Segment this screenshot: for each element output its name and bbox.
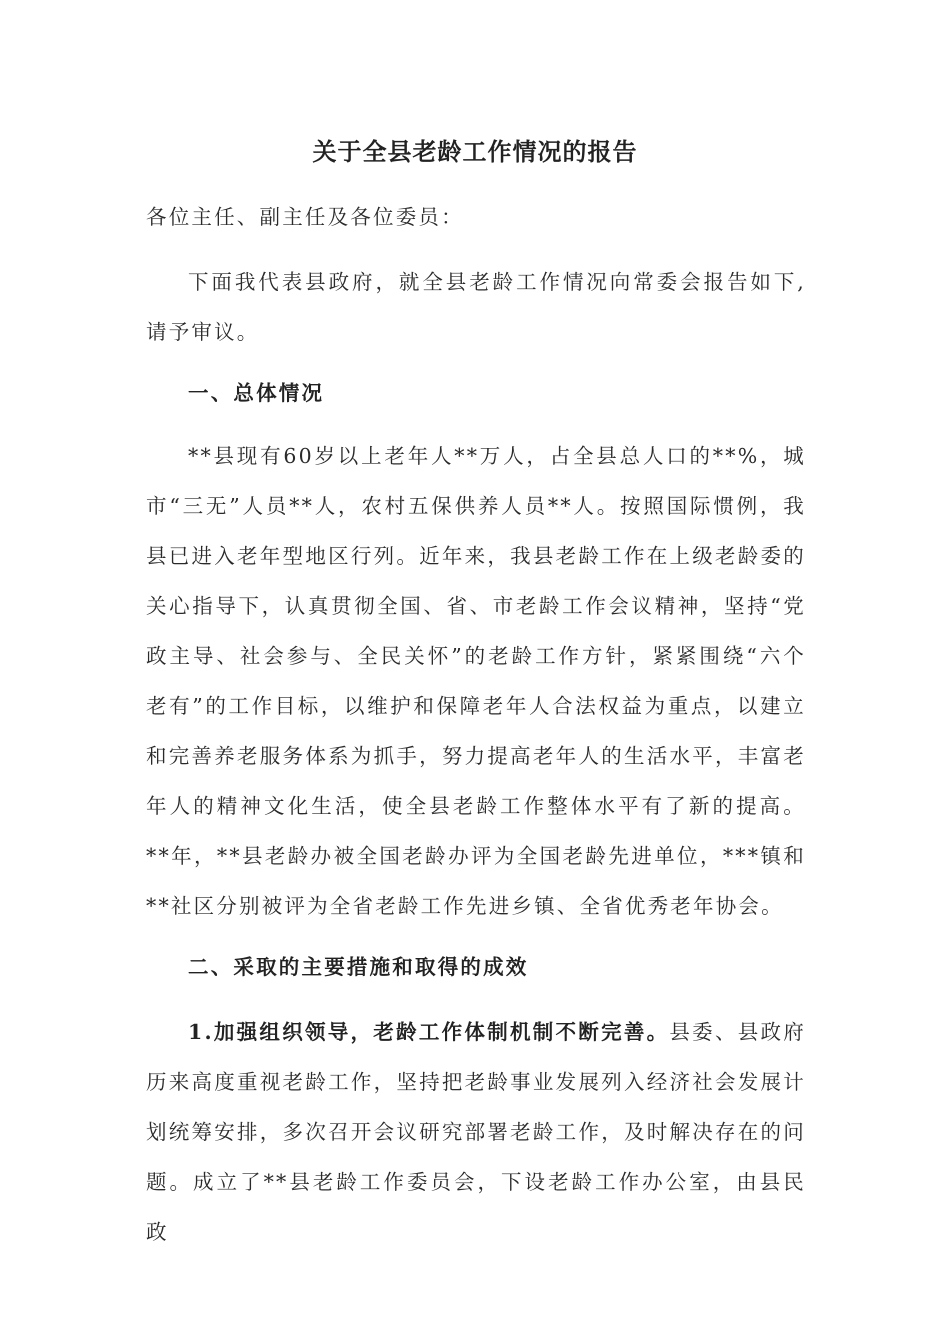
section-heading-overall: 一、总体情况 [188, 381, 325, 405]
measures-paragraph [146, 1007, 806, 1257]
measure-item-body: 县委、县政府历来高度重视老龄工作，坚持把老龄事业发展列入经济社会发展计划统筹安排，多次召开会议研究部署老龄工作，及时解决存在的问题。成立了**县老龄工作委员会，下设老龄工作办公室，由县民政 [146, 1020, 806, 1244]
overall-paragraph: **县现有60岁以上老年人**万人，占全县总人口的**%，城市“三无”人员**人，农村五保供养人员**人。按照国际惯例，我县已进入老年型地区行列。近年来，我县老龄工作在上级老龄委的关心指导下，认真贯彻全国、省、市老龄工作会议精神，坚持“党政主导、社会参与、全民关怀”的老龄工作方针，紧紧围绕“六个老有”的工作目标，以维护和保障老年人合法权益为重点，以建立和完善养老服务体系为抓手，努力提高老年人的生活水平，丰富老年人的精神文化生活，使全县老龄工作整体水平有了新的提高。**年，**县老龄办被全国老龄办评为全国老龄先进单位，***镇和**社区分别被评为全省老龄工作先进乡镇、全省优秀老年协会。 [146, 444, 806, 918]
intro-paragraph: 下面我代表县政府，就全县老龄工作情况向常委会报告如下,请予审议。 [146, 270, 806, 344]
measure-item-lead: 1.加强组织领导，老龄工作体制机制不断完善。 [188, 1020, 670, 1044]
salutation: 各位主任、副主任及各位委员： [146, 205, 464, 229]
section-heading-measures: 二、采取的主要措施和取得的成效 [188, 955, 529, 979]
document-title: 关于全县老龄工作情况的报告 [312, 137, 638, 166]
